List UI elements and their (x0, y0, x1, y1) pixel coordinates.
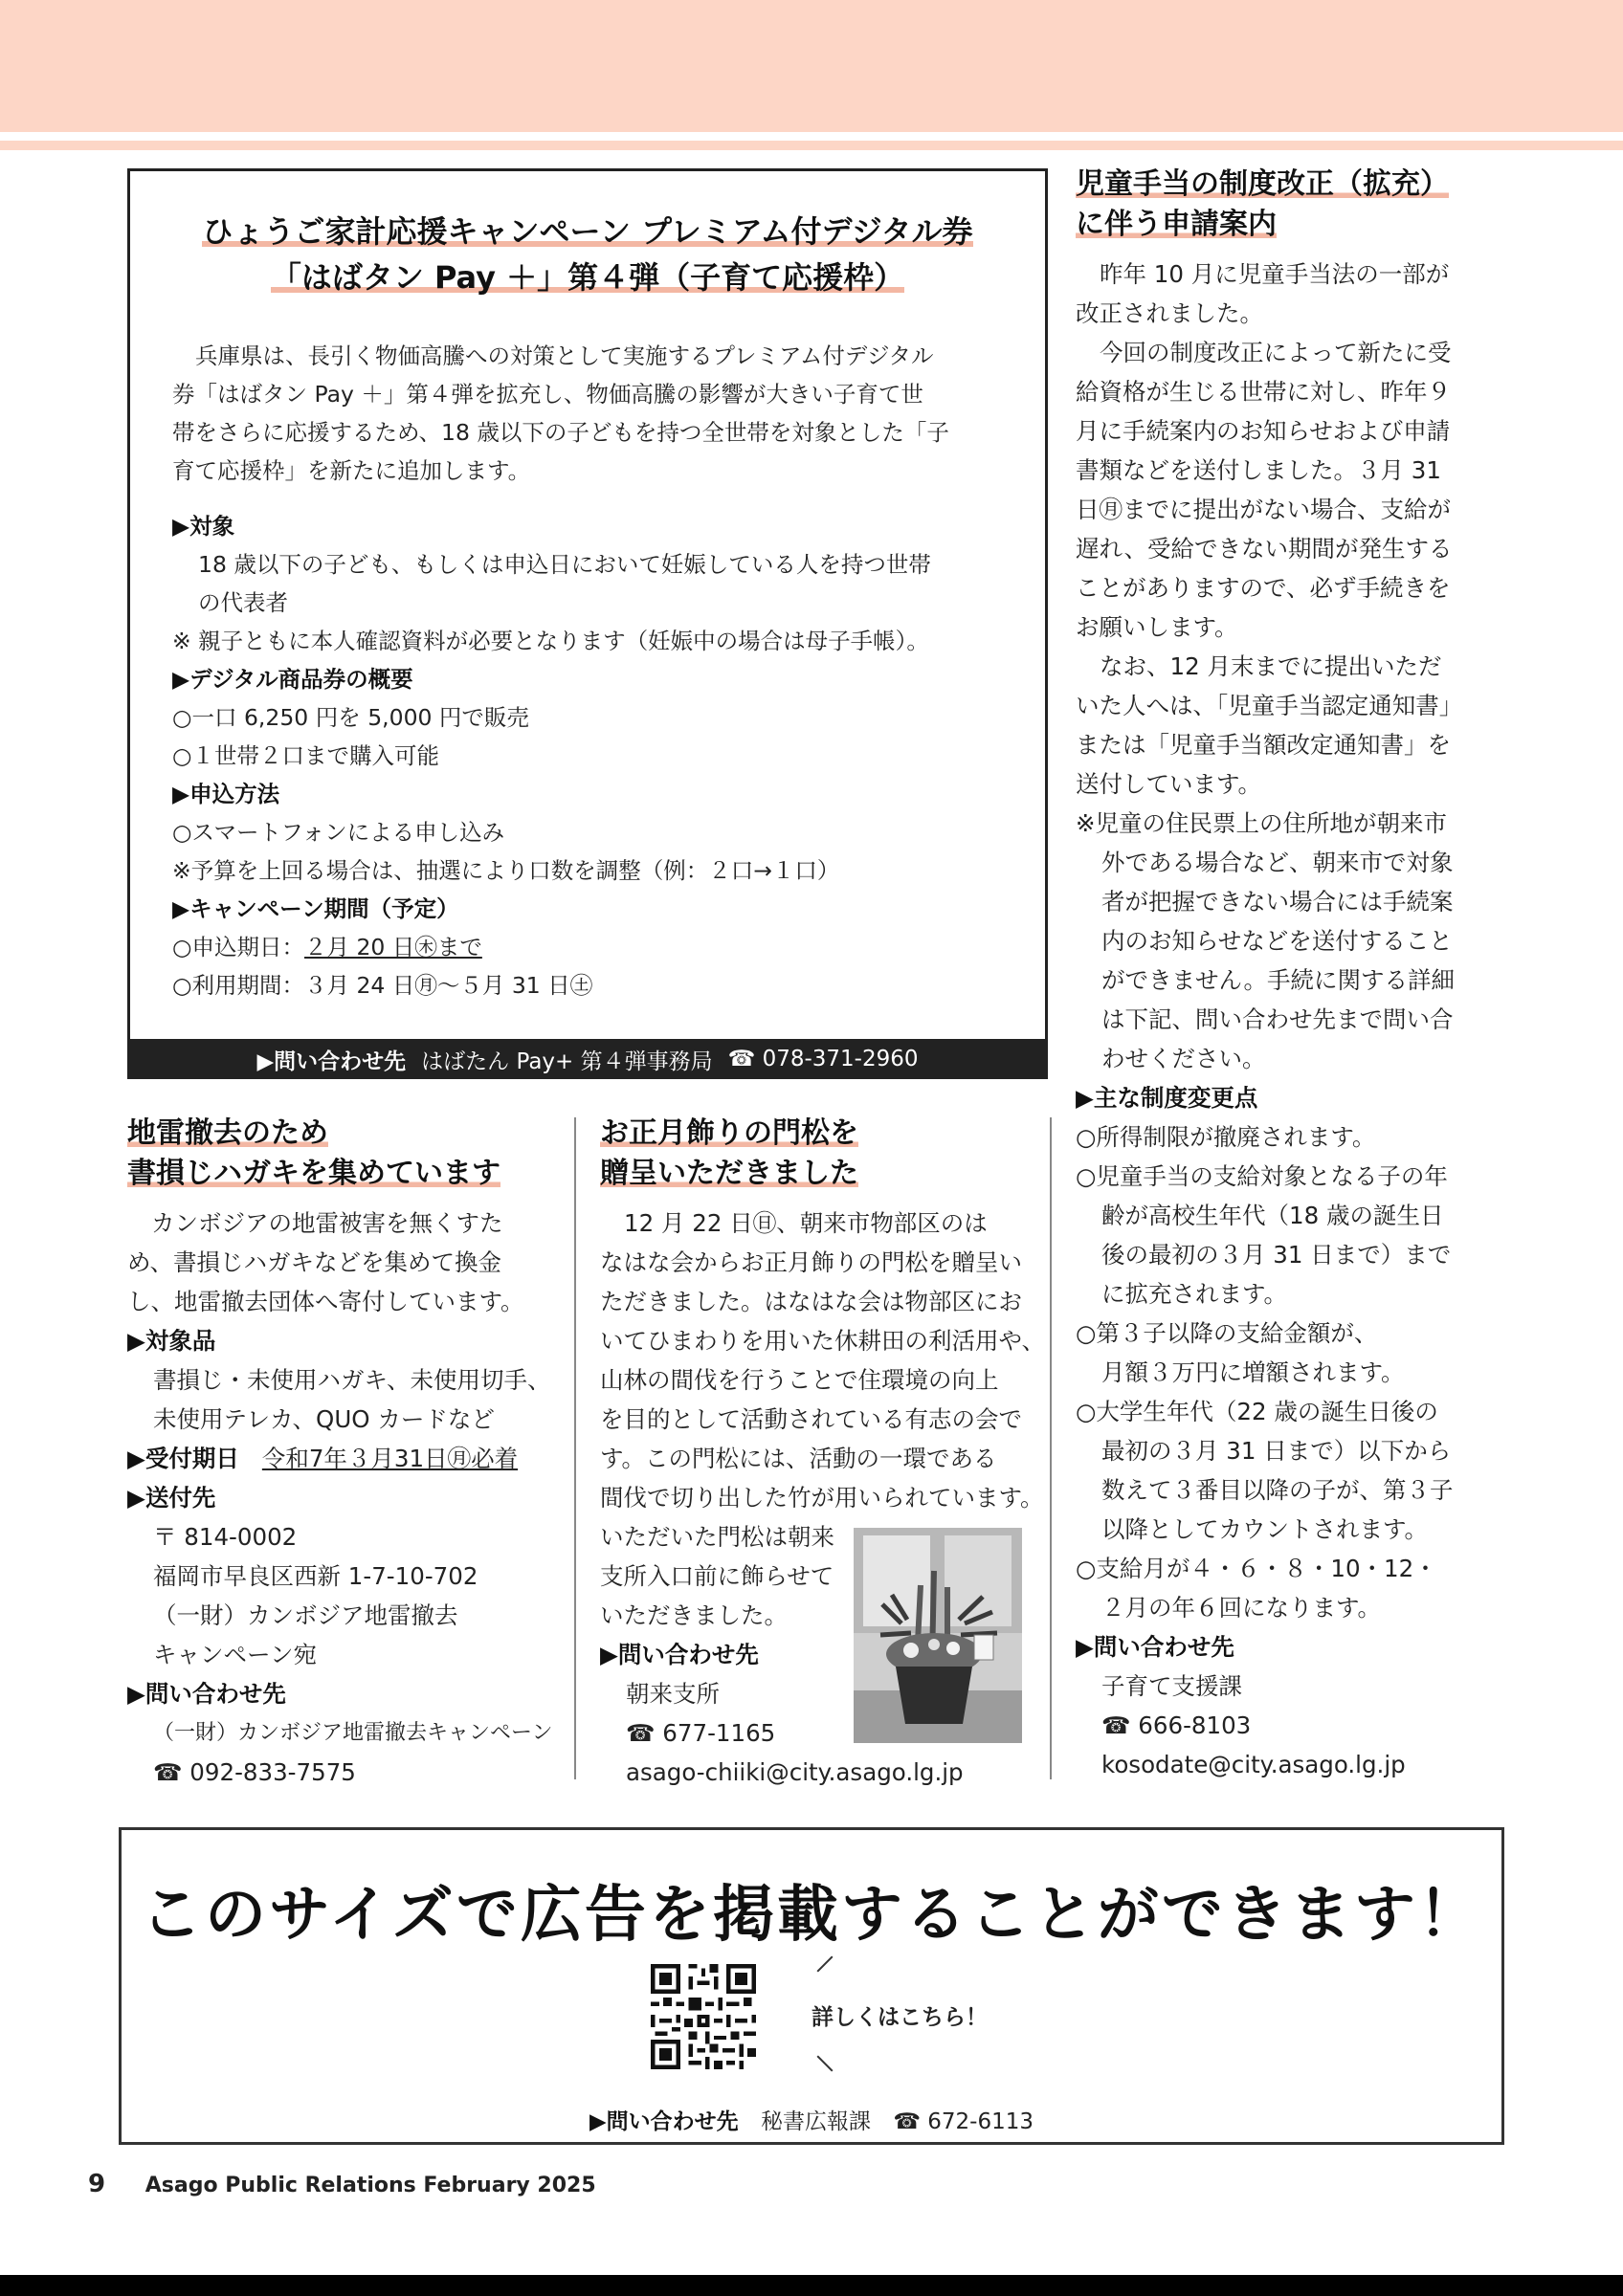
period-heading: ▶キャンペーン期間（予定） (172, 895, 459, 922)
article-line: 改正されました。 (1076, 299, 1263, 327)
article-line: いただきました。 (600, 1601, 788, 1629)
note-line: 者が把握できない場合には手続案 (1101, 888, 1454, 916)
article-line: 昨年 10 月に児童手当法の一部が (1100, 260, 1450, 288)
top-accent-line (0, 141, 1623, 150)
article-line: 書類などを送付しました。３月 31 (1076, 456, 1441, 484)
period-apply-label: ○申込期日： (172, 934, 305, 960)
ad-contact-dept: 秘書広報課 (761, 2109, 871, 2134)
note-line: は下記、問い合わせ先まで問い合 (1101, 1005, 1454, 1033)
target-line: の代表者 (198, 589, 288, 616)
article-line: いてひまわりを用いた休耕田の利活用や、 (600, 1327, 1046, 1355)
child-allowance-title-line1: 児童手当の制度改正（拡充） (1076, 167, 1449, 201)
change-line: 数えて３番目以降の子が、第３子 (1101, 1476, 1454, 1504)
target-heading: ▶対象 (172, 513, 235, 540)
apply-item: ○スマートフォンによる申し込み (172, 819, 505, 846)
article-line: または「児童手当額改定通知書」を (1076, 731, 1451, 759)
note-line: わせください。 (1101, 1045, 1266, 1072)
period-apply-date: ２月 20 日㊍まで (304, 934, 482, 960)
kadomatsu-contact-email[interactable]: asago-chiiki@city.asago.lg.jp (626, 1758, 964, 1786)
change-line: 齢が高校生年代（18 歳の誕生日 (1101, 1202, 1444, 1229)
article-line: し、地雷撤去団体へ寄付しています。 (127, 1288, 524, 1315)
article-line: 給資格が生じる世帯に対し、昨年９ (1076, 378, 1451, 406)
apply-heading: ▶申込方法 (172, 781, 280, 807)
target-note: ※ 親子ともに本人確認資料が必要となります（妊娠中の場合は母子手帳）。 (172, 628, 929, 654)
article-line: 12 月 22 日㊐、朝来市物部区のは (624, 1209, 988, 1237)
campaign-intro-line: 兵庫県は、長引く物価高騰への対策として実施するプレミアム付デジタル (195, 342, 934, 369)
ad-contact (119, 2104, 1504, 2135)
deadline-value: 令和7年３月31日㊊必着 (261, 1445, 519, 1472)
change-line: ２月の年６回になります。 (1101, 1594, 1382, 1622)
child-contact-tel: ☎ 666-8103 (1101, 1711, 1252, 1739)
article-line: いただいた門松は朝来 (600, 1523, 834, 1551)
items-line: 書損じ・未使用ハガキ、未使用切手、 (153, 1366, 551, 1394)
period-use: ○利用期間：３月 24 日㊊～５月 31 日㊏ (172, 972, 593, 999)
child-contact-heading: ▶問い合わせ先 (1076, 1633, 1234, 1661)
kadomatsu-title-line2: 贈呈いただきました (600, 1157, 858, 1190)
article-line: いた人へは、「児童手当認定通知書」 (1076, 692, 1463, 719)
ad-more-link[interactable]: 詳しくはこちら！ (812, 2005, 988, 2030)
article-line: 遅れ、受給できない期間が発生する (1076, 535, 1453, 563)
note-line: ができません。手続に関する詳細 (1101, 966, 1455, 994)
ad-contact-label: ▶問い合わせ先 (589, 2109, 739, 2134)
deadline-row (127, 1439, 567, 1478)
article-line: 支所入口前に飾らせて (600, 1562, 834, 1590)
qr-code-icon[interactable] (651, 1964, 756, 2069)
article-line: 日㊊までに提出がない場合、支給が (1076, 496, 1451, 523)
send-line: キャンペーン宛 (153, 1641, 318, 1668)
article-line: 山林の間伐を行うことで住環境の向上 (600, 1366, 999, 1394)
page-footer (88, 2170, 596, 2198)
kadomatsu-contact-heading: ▶問い合わせ先 (600, 1641, 759, 1668)
landmine-contact-name: （一財）カンボジア地雷撤去キャンペーン (153, 1721, 553, 1745)
note-line: 外である場合など、朝来市で対象 (1101, 849, 1454, 876)
change-line: 月額３万円に増額されます。 (1101, 1358, 1405, 1386)
landmine-title (127, 1114, 567, 1194)
kadomatsu-photo (854, 1528, 1022, 1743)
child-allowance-title (1076, 165, 1506, 245)
note-line: ※児童の住民票上の住所地が朝来市 (1076, 809, 1448, 837)
campaign-contact-bar (127, 1039, 1048, 1079)
column-divider (1050, 1117, 1052, 1779)
change-line: ○所得制限が撤廃されます。 (1076, 1123, 1376, 1151)
landmine-contact-tel: ☎ 092-833-7575 (153, 1758, 356, 1786)
campaign-body (172, 337, 1014, 1004)
ad-title: このサイズで広告を掲載することができます！ (141, 1880, 1482, 1951)
article-line: め、書損じハガキなどを集めて換金 (127, 1248, 502, 1276)
article-line: 送付しています。 (1076, 770, 1262, 798)
campaign-intro-line: 帯をさらに応援するため、18 歳以下の子どもを持つ全世帯を対象とした「子 (172, 419, 949, 446)
landmine-article (127, 1114, 567, 1792)
note-line: 内のお知らせなどを送付すること (1101, 927, 1453, 955)
campaign-title-line1: ひょうご家計応援キャンペーン プレミアム付デジタル券 (202, 213, 973, 250)
bottom-black-band (0, 2275, 1623, 2296)
apply-note: ※予算を上回る場合は、抽選により口数を調整（例：２口→１口） (172, 857, 840, 884)
landmine-contact-heading: ▶問い合わせ先 (127, 1680, 286, 1708)
kadomatsu-title (600, 1114, 1050, 1194)
article-line: す。この門松には、活動の一環である (600, 1445, 997, 1472)
campaign-title (144, 209, 1032, 300)
changes-heading: ▶主な制度変更点 (1076, 1084, 1258, 1112)
kadomatsu-contact-office: 朝来支所 (626, 1680, 720, 1708)
campaign-contact-name: はばたん Pay+ 第４弾事務局 (421, 1049, 713, 1074)
article-line: 今回の制度改正によって新たに受 (1100, 339, 1452, 366)
article-line: 間伐で切り出した竹が用いられています。 (600, 1484, 1044, 1512)
kadomatsu-contact-tel: ☎ 677-1165 (626, 1719, 776, 1747)
change-line: ○支給月が４・６・８・10・12・ (1076, 1555, 1437, 1582)
ad-contact-tel: ☎ 672-6113 (893, 2109, 1034, 2134)
target-line: 18 歳以下の子ども、もしくは申込日において妊娠している人を持つ世帯 (198, 551, 931, 578)
change-line: 最初の３月 31 日まで）以下から (1101, 1437, 1452, 1465)
article-line: お願いします。 (1076, 613, 1238, 641)
article-line: 月に手続案内のお知らせおよび申請 (1076, 417, 1451, 445)
change-line: 以降としてカウントされます。 (1101, 1515, 1429, 1543)
article-line: カンボジアの地雷被害を無くすた (151, 1209, 503, 1237)
publication-name: Asago Public Relations February 2025 (145, 2174, 596, 2197)
campaign-intro-line: 育て応援枠」を新たに追加します。 (172, 457, 531, 484)
landmine-title-line2: 書損じハガキを集めています (127, 1157, 500, 1190)
page-number: 9 (88, 2170, 106, 2198)
summary-item: ○一口 6,250 円を 5,000 円で販売 (172, 704, 529, 731)
campaign-title-line2: 「はばタン Pay ＋」第４弾（子育て応援枠） (270, 259, 905, 296)
change-line: 後の最初の３月 31 日まで）まで (1101, 1241, 1452, 1269)
change-line: ○第３子以降の支給金額が、 (1076, 1319, 1378, 1347)
items-heading: ▶対象品 (127, 1327, 216, 1355)
article-line: なお、12 月末までに提出いただ (1100, 652, 1442, 680)
child-allowance-title-line2: に伴う申請案内 (1076, 208, 1277, 241)
landmine-title-line1: 地雷撤去のため (127, 1116, 328, 1150)
send-line: 〒 814-0002 (153, 1523, 298, 1551)
kadomatsu-title-line1: お正月飾りの門松を (600, 1116, 858, 1150)
child-contact-email[interactable]: kosodate@city.asago.lg.jp (1101, 1751, 1406, 1778)
summary-item: ○１世帯２口まで購入可能 (172, 742, 440, 769)
column-divider (574, 1117, 576, 1779)
article-line: を目的として活動されている有志の会で (600, 1405, 1022, 1433)
article-line: なはな会からお正月飾りの門松を贈呈い (600, 1248, 1022, 1276)
campaign-contact-tel: ☎ 078-371-2960 (727, 1047, 919, 1071)
campaign-intro-line: 券「はばタン Pay ＋」第４弾を拡充し、物価高騰の影響が大きい子育て世 (172, 381, 923, 408)
article-line: ことがありますので、必ず手続きを (1076, 574, 1451, 602)
top-color-band (0, 0, 1623, 132)
change-line: に拡充されます。 (1101, 1280, 1288, 1308)
article-line: ただきました。はなはな会は物部区にお (600, 1288, 1022, 1315)
send-line: （一財）カンボジア地雷撤去 (153, 1601, 458, 1629)
change-line: ○児童手当の支給対象となる子の年 (1076, 1162, 1448, 1190)
campaign-contact-label: ▶問い合わせ先 (256, 1049, 407, 1074)
summary-heading: ▶デジタル商品券の概要 (172, 666, 413, 693)
change-line: ○大学生年代（22 歳の誕生日後の (1076, 1398, 1438, 1425)
send-heading: ▶送付先 (127, 1484, 216, 1512)
items-line: 未使用テレカ、QUO カードなど (153, 1405, 495, 1433)
child-contact-dept: 子育て支援課 (1101, 1672, 1242, 1700)
send-line: 福岡市早良区西新 1-7-10-702 (153, 1562, 478, 1590)
child-allowance-article (1076, 165, 1506, 1784)
period-apply (172, 928, 1014, 966)
deadline-heading: ▶受付期日 (127, 1445, 239, 1472)
